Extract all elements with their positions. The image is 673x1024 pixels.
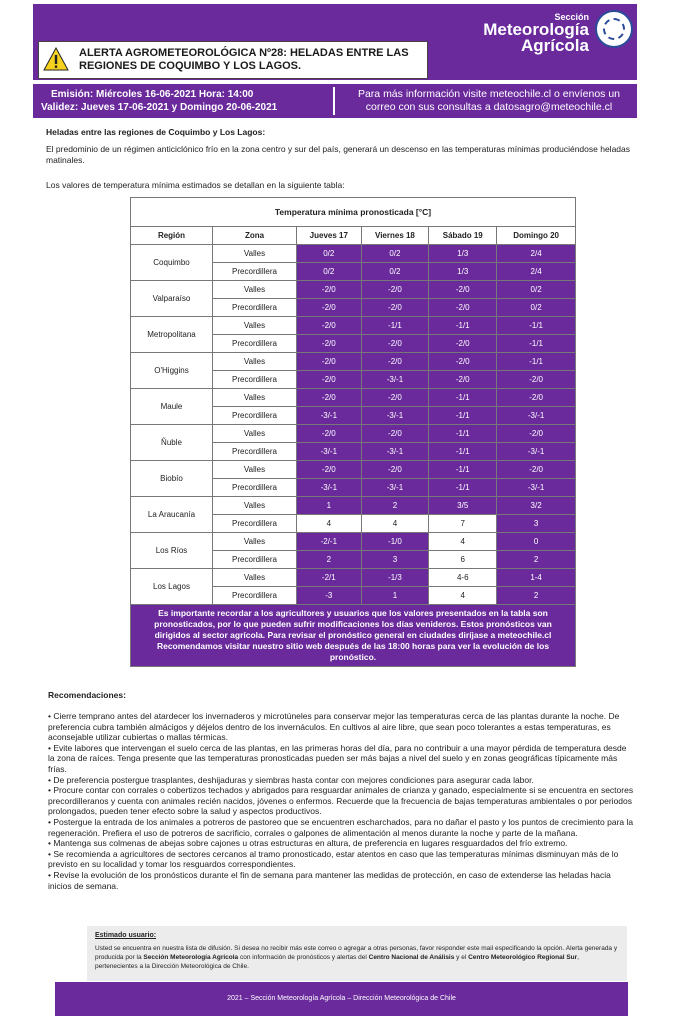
table-row [131, 317, 576, 335]
value-cell: 0/2 [497, 299, 576, 317]
value-cell: -2/0 [429, 353, 497, 371]
column-header: Domingo 20 [497, 227, 576, 245]
table-row [131, 533, 576, 551]
notice-title: Estimado usuario: [95, 932, 157, 939]
zone-cell: Precordillera [213, 587, 297, 605]
value-cell: -1/1 [429, 461, 497, 479]
value-cell: -1/0 [361, 533, 429, 551]
value-cell: -2/0 [361, 389, 429, 407]
value-cell: -2/0 [361, 353, 429, 371]
value-cell: 4 [429, 533, 497, 551]
value-cell: -2/0 [361, 281, 429, 299]
region-cell: La Araucanía [131, 497, 213, 533]
user-notice [87, 926, 627, 981]
value-cell: -2/0 [297, 371, 362, 389]
value-cell: -2/0 [361, 425, 429, 443]
zone-cell: Precordillera [213, 551, 297, 569]
value-cell: -2/-1 [297, 533, 362, 551]
value-cell: -2/0 [497, 461, 576, 479]
value-cell: -2/0 [297, 461, 362, 479]
table-row [131, 461, 576, 479]
value-cell: 1-4 [497, 569, 576, 587]
recommendations-title: Recomendaciones: [48, 690, 126, 700]
value-cell: 6 [429, 551, 497, 569]
value-cell: -3/-1 [297, 407, 362, 425]
recommendation-item: • Revise la evolución de los pronósticos durante el fin de semana para mantener las medidas de protección, en caso de extenderse las heladas hacia inicios de semana. [48, 869, 611, 891]
region-cell: Ñuble [131, 425, 213, 461]
value-cell: 0 [497, 533, 576, 551]
alert-title-line1: ALERTA AGROMETEOROLÓGICA Nº28: HELADAS ENTRE LAS [79, 47, 409, 59]
zone-cell: Precordillera [213, 443, 297, 461]
zone-cell: Precordillera [213, 407, 297, 425]
table-row [131, 569, 576, 587]
value-cell: 1 [361, 587, 429, 605]
zone-cell: Valles [213, 461, 297, 479]
value-cell: 4-6 [429, 569, 497, 587]
intro-paragraph: El predominio de un régimen anticiclónico frío en la zona centro y sur del país, generará un descenso en las temperaturas mínimas produciéndose heladas matinales. [46, 144, 631, 165]
value-cell: -1/1 [361, 317, 429, 335]
notice-text-part: Usted se encuentra en nuestra lista de difusión. Si desea no recibir más este correo o agregar a otras personas, favor responder este mail especificando la opción. Alerta generada y producida por la [95, 945, 618, 961]
value-cell: -1/1 [429, 389, 497, 407]
dmc-logo-icon [595, 10, 633, 48]
header-banner [33, 4, 637, 80]
value-cell: -1/1 [497, 353, 576, 371]
value-cell: 0/2 [297, 263, 362, 281]
table-row [131, 281, 576, 299]
alert-title-box [38, 41, 428, 79]
notice-bold-part: Centro Meteorológico Regional Sur [468, 954, 578, 961]
table-row [131, 245, 576, 263]
value-cell: 7 [429, 515, 497, 533]
column-header: Viernes 18 [361, 227, 429, 245]
value-cell: -2/0 [429, 299, 497, 317]
value-cell: -3/-1 [497, 443, 576, 461]
value-cell: 3/2 [497, 497, 576, 515]
zone-cell: Valles [213, 353, 297, 371]
value-cell: 2 [497, 551, 576, 569]
region-cell: Coquimbo [131, 245, 213, 281]
value-cell: 0/2 [497, 281, 576, 299]
table-note [131, 605, 576, 667]
value-cell: -1/1 [429, 479, 497, 497]
contact-line1: Para más información visite meteochile.cl o envíenos un [357, 88, 621, 100]
zone-cell: Valles [213, 281, 297, 299]
value-cell: -2/0 [361, 299, 429, 317]
value-cell: -3/-1 [297, 479, 362, 497]
value-cell: -1/1 [429, 317, 497, 335]
value-cell: -3/-1 [497, 407, 576, 425]
table-row [131, 425, 576, 443]
table-note-line1: Es importante recordar a los agricultores y usuarios que los valores presentados en la tabla son pronosticados, por lo que pueden sufrir modificaciones los días venideros. Estos pronósticos van dirigidos al sector agrícola. Para revisar el pronóstico general en ciudades diríjase a meteochile.cl [154, 608, 552, 640]
value-cell: -2/0 [429, 371, 497, 389]
section-subheading: Heladas entre las regiones de Coquimbo y Los Lagos: [46, 127, 266, 137]
value-cell: 2 [497, 587, 576, 605]
value-cell: -2/0 [361, 335, 429, 353]
zone-cell: Valles [213, 389, 297, 407]
value-cell: -2/0 [297, 389, 362, 407]
recommendation-item: • Cierre temprano antes del atardecer los invernaderos y microtúneles para conservar mejor las temperaturas cerca de las plantas durante la noche. De preferencia cubra también almácigos y déjelos dentro de los invernáculos. En cultivos al aire libre, que sean poco tolerantes a estas temperaturas, es aconsejable utilizar cubiertas o mallas térmicas. [48, 711, 620, 743]
value-cell: -2/0 [297, 317, 362, 335]
notice-bold-part: Centro Nacional de Análisis [368, 954, 455, 961]
region-cell: Maule [131, 389, 213, 425]
zone-cell: Precordillera [213, 263, 297, 281]
alert-title [79, 47, 409, 73]
zone-cell: Precordillera [213, 371, 297, 389]
zone-cell: Valles [213, 569, 297, 587]
value-cell: -2/0 [297, 335, 362, 353]
notice-text-part: , pertenecientes a la Dirección Meteorológica de Chile. [95, 954, 579, 970]
value-cell: -2/0 [297, 425, 362, 443]
value-cell: 4 [429, 587, 497, 605]
table-title: Temperatura mínima pronosticada [°C] [131, 198, 576, 227]
value-cell: 2 [297, 551, 362, 569]
value-cell: -2/0 [297, 281, 362, 299]
value-cell: 3 [361, 551, 429, 569]
band-divider [333, 87, 335, 115]
recommendation-item: • Mantenga sus colmenas de abejas sobre cajones u otras estructuras en altura, de preferencia en lugares resguardados del frío extremo. [48, 838, 568, 849]
column-header: Región [131, 227, 213, 245]
brand-name [483, 12, 589, 54]
zone-cell: Precordillera [213, 515, 297, 533]
region-cell: Los Lagos [131, 569, 213, 605]
value-cell: 0/2 [361, 263, 429, 281]
value-cell: -1/1 [497, 335, 576, 353]
value-cell: 1 [297, 497, 362, 515]
value-cell: 2 [361, 497, 429, 515]
value-cell: -1/3 [361, 569, 429, 587]
notice-text-part: con información de pronósticos y alertas del [238, 954, 369, 961]
value-cell: -1/1 [429, 407, 497, 425]
value-cell: -2/0 [429, 335, 497, 353]
recommendation-item: • De preferencia postergue trasplantes, deshijaduras y siembras hasta contar con mejores condiciones para asegurar cada labor. [48, 774, 534, 785]
region-cell: Biobío [131, 461, 213, 497]
alert-title-line2: REGIONES DE COQUIMBO Y LOS LAGOS. [79, 60, 302, 72]
column-header: Jueves 17 [297, 227, 362, 245]
value-cell: -1/1 [429, 425, 497, 443]
region-cell: O'Higgins [131, 353, 213, 389]
zone-cell: Valles [213, 497, 297, 515]
value-cell: 1/3 [429, 263, 497, 281]
notice-text [95, 944, 619, 971]
table-body [131, 245, 576, 605]
value-cell: -3 [297, 587, 362, 605]
table-row [131, 353, 576, 371]
value-cell: -1/1 [497, 317, 576, 335]
value-cell: -2/1 [297, 569, 362, 587]
zone-cell: Precordillera [213, 335, 297, 353]
value-cell: -3/-1 [361, 479, 429, 497]
region-cell: Los Ríos [131, 533, 213, 569]
value-cell: 1/3 [429, 245, 497, 263]
table-row [131, 389, 576, 407]
value-cell: -3/-1 [497, 479, 576, 497]
value-cell: -2/0 [497, 371, 576, 389]
value-cell: -2/0 [429, 281, 497, 299]
info-band [33, 84, 637, 118]
value-cell: -3/-1 [361, 407, 429, 425]
table-note-line2: Recomendamos visitar nuestro sitio web después de las 18:00 horas para ver la evolución de los pronóstico. [156, 641, 550, 662]
recommendations-list [48, 711, 634, 891]
emission-info [41, 88, 277, 114]
value-cell: 3 [497, 515, 576, 533]
emission-date: Emisión: Miércoles 16-06-2021 Hora: 14:00 [51, 89, 254, 100]
table-intro: Los valores de temperatura mínima estimados se detallan en la siguiente tabla: [46, 180, 345, 190]
value-cell: 2/4 [497, 245, 576, 263]
recommendation-item: • Evite labores que intervengan el suelo cerca de las plantas, en las primeras horas del día, para no contribuir a una mayor pérdida de temperatura desde la zona de raíces. Tenga presente que las temperaturas pronosticadas pueden ser más bajas a nivel del suelo y en zonas geográficas típicamente más frías. [48, 742, 627, 774]
value-cell: 0/2 [297, 245, 362, 263]
notice-bold-part: Sección Meteorología Agrícola [143, 954, 239, 961]
column-header: Sábado 19 [429, 227, 497, 245]
value-cell: -2/0 [361, 461, 429, 479]
footer: 2021 – Sección Meteorología Agrícola – Dirección Meteorológica de Chile [55, 982, 628, 1016]
value-cell: -2/0 [297, 299, 362, 317]
value-cell: -1/1 [429, 443, 497, 461]
value-cell: 4 [361, 515, 429, 533]
value-cell: -2/0 [297, 353, 362, 371]
value-cell: -2/0 [497, 389, 576, 407]
value-cell: 3/5 [429, 497, 497, 515]
zone-cell: Precordillera [213, 479, 297, 497]
validity-date: Validez: Jueves 17-06-2021 y Domingo 20-06-2021 [41, 102, 278, 113]
brand-line2: Agrícola [520, 36, 589, 55]
value-cell: 2/4 [497, 263, 576, 281]
column-header: Zona [213, 227, 297, 245]
table-row [131, 497, 576, 515]
contact-line2: correo con sus consultas a datosagro@meteochile.cl [365, 101, 613, 113]
recommendation-item: • Se recomienda a agricultores de sectores cercanos al tramo pronosticado, estar atentos en caso que las temperaturas mínimas disminuyan más de lo previsto en su localidad y tomar los resguardos correspondientes. [48, 848, 619, 870]
value-cell: 4 [297, 515, 362, 533]
contact-info [349, 88, 629, 114]
notice-text-part: y el [454, 954, 469, 961]
recommendation-item: • Postergue la entrada de los animales a potreros de pastoreo que se encuentren escharchados, para no dañar el pasto y los puntos de crecimiento para la regeneración. Prefiera el uso de potreros de sacrificio, corrales o galpones de alimentación al menos durante la noche y parte de la mañana. [48, 816, 634, 838]
value-cell: 0/2 [361, 245, 429, 263]
brand-section: Sección [554, 12, 589, 22]
region-cell: Valparaíso [131, 281, 213, 317]
value-cell: -3/-1 [297, 443, 362, 461]
warning-icon [43, 47, 69, 73]
zone-cell: Valles [213, 425, 297, 443]
region-cell: Metropolitana [131, 317, 213, 353]
zone-cell: Valles [213, 317, 297, 335]
value-cell: -3/-1 [361, 371, 429, 389]
zone-cell: Valles [213, 533, 297, 551]
zone-cell: Precordillera [213, 299, 297, 317]
zone-cell: Valles [213, 245, 297, 263]
brand-line1: Meteorología [483, 20, 589, 39]
recommendation-item: • Procure contar con corrales o cobertizos techados y abrigados para resguardar animales de crianza y ganado, especialmente si se encuentra en sectores precordilleranos y cuenta con animales recién nacidos, jóvenes o enfermos. Recuerde que la frecuencia de bajas temperaturas ambientales o por periodos prolongados, pueden tener efecto sobre la salud y aspectos productivos. [48, 785, 634, 817]
value-cell: -3/-1 [361, 443, 429, 461]
temperature-table [130, 197, 576, 667]
value-cell: -2/0 [497, 425, 576, 443]
